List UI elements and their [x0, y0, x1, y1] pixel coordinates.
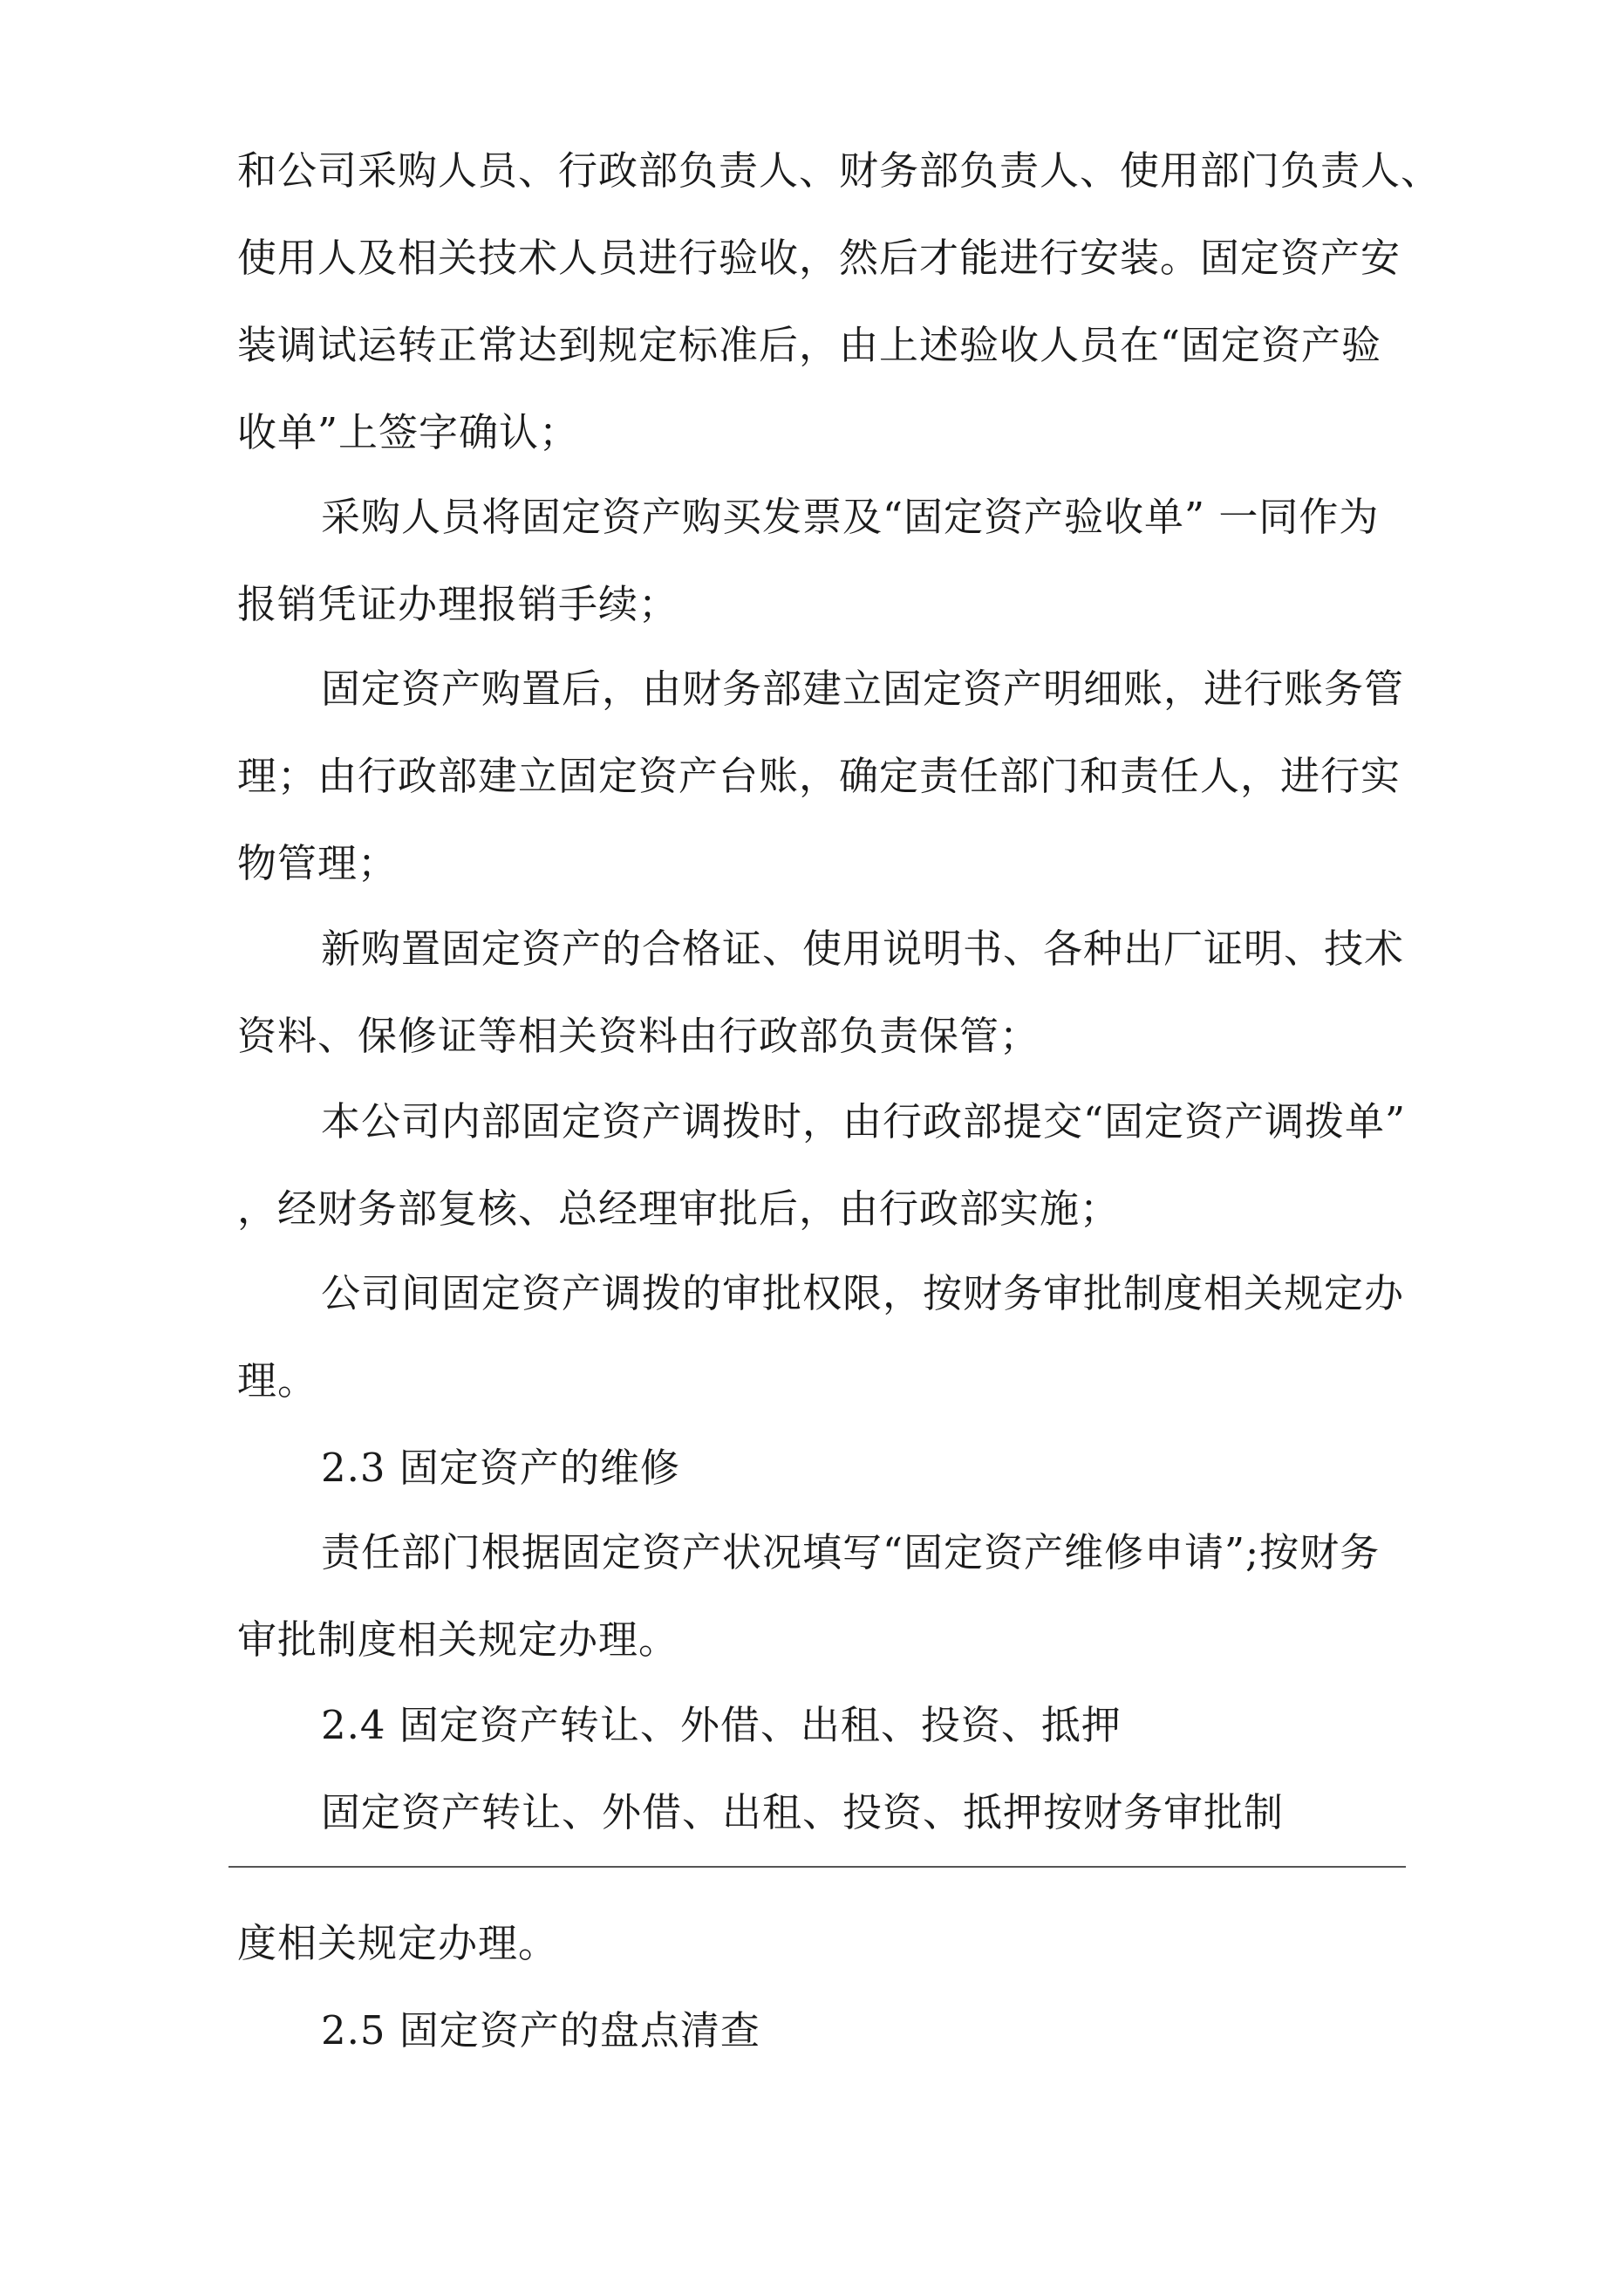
text-line-12: 本公司内部固定资产调拨时，由行政部提交“固定资产调拨单”: [321, 1098, 1407, 1145]
text-line-21: 度相关规定办理。: [237, 1920, 559, 1966]
text-line-4: 收单”上签字确认；: [237, 409, 580, 455]
text-line-17: 责任部门根据固定资产状况填写“固定资产维修申请”;按财务: [321, 1529, 1381, 1575]
section-heading-2-5: 2.5 固定资产的盘点清查: [321, 2007, 760, 2053]
text-line-1: 和公司采购人员、行政部负责人、财务部负责人、使用部门负责人、: [237, 147, 1442, 194]
text-line-9: 物管理；: [237, 840, 399, 886]
text-line-5: 采购人员将固定资产购买发票及“固定资产验收单” 一同作为: [321, 494, 1380, 540]
text-line-14: 公司间固定资产调拨的审批权限，按财务审批制度相关规定办: [321, 1270, 1405, 1316]
text-line-2: 使用人及相关技术人员进行验收，然后才能进行安装。固定资产安: [237, 235, 1401, 281]
text-line-20: 固定资产转让、外借、出租、投资、抵押按财务审批制: [321, 1789, 1285, 1835]
section-heading-2-3: 2.3 固定资产的维修: [321, 1445, 680, 1491]
text-line-7: 固定资产购置后，由财务部建立固定资产明细账，进行账务管: [321, 666, 1405, 712]
text-line-13: ，经财务部复核、总经理审批后，由行政部实施；: [237, 1186, 1121, 1232]
text-line-18: 审批制度相关规定办理。: [237, 1616, 679, 1663]
text-line-15: 理。: [237, 1357, 318, 1404]
page-break-divider: [228, 1866, 1406, 1868]
text-line-6: 报销凭证办理报销手续；: [237, 581, 679, 627]
text-line-11: 资料、保修证等相关资料由行政部负责保管；: [237, 1013, 1040, 1059]
text-line-10: 新购置固定资产的合格证、使用说明书、各种出厂证明、技术: [321, 926, 1405, 972]
text-line-3: 装调试运转正常达到规定标准后，由上述验收人员在“固定资产验: [237, 322, 1382, 368]
section-heading-2-4: 2.4 固定资产转让、外借、出租、投资、抵押: [321, 1702, 1122, 1748]
text-line-8: 理；由行政部建立固定资产台账，确定责任部门和责任人，进行实: [237, 753, 1401, 799]
